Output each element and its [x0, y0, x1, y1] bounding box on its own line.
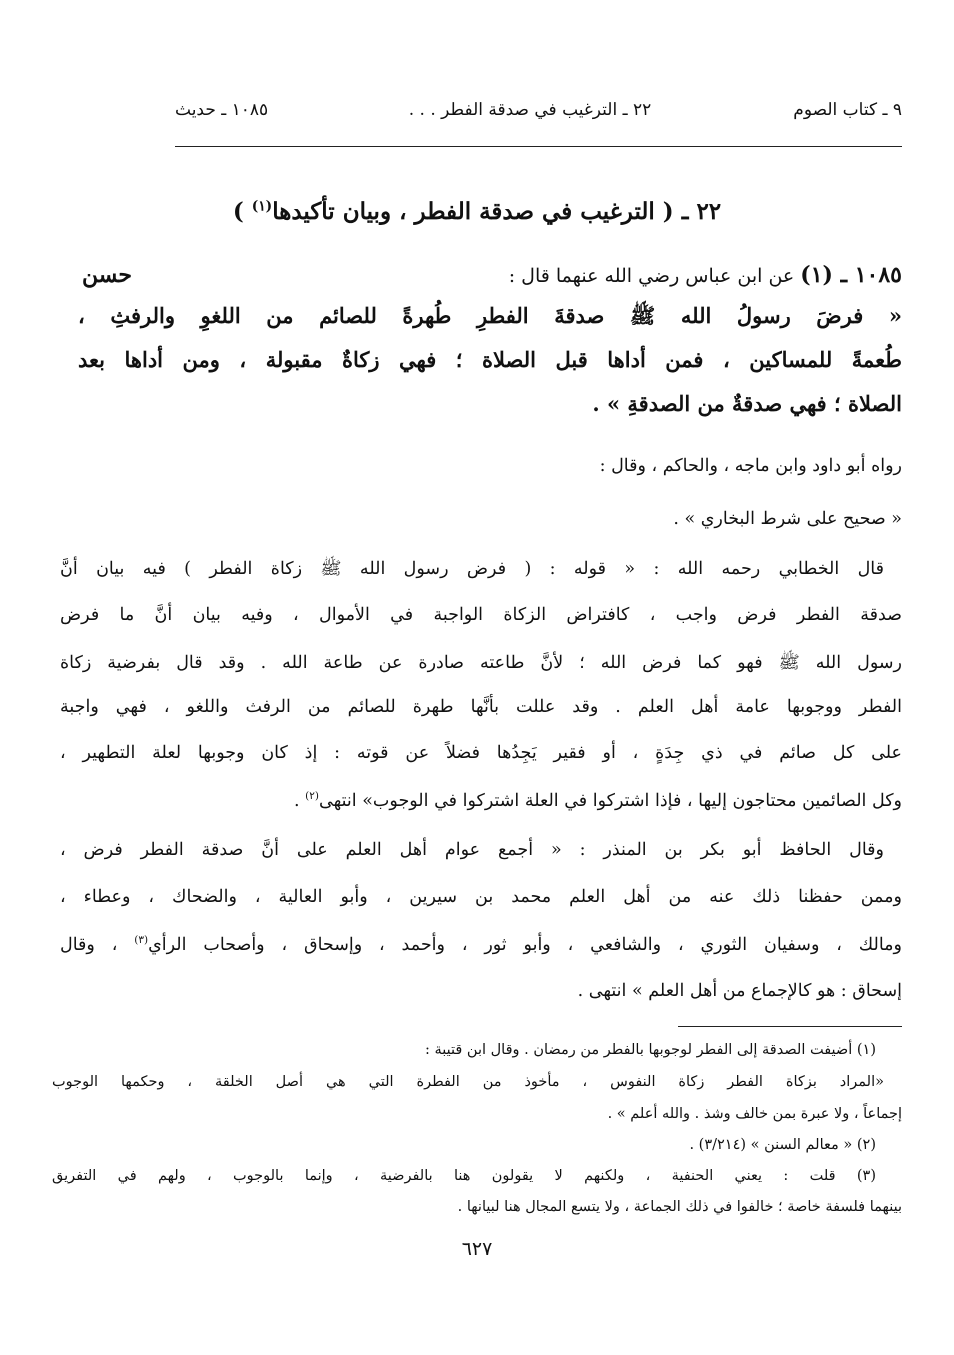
khattabi-last-text: وكل الصائمين محتاجون إليها ، فإذا اشتركوا في العلة اشتركوا في الوجوب» انتهى [319, 790, 902, 811]
footnote-ref-3: (٣) [134, 934, 149, 946]
hadith-grade: حسن [82, 262, 132, 288]
khattabi-line [60, 790, 902, 811]
ibn-mundhir-line: وممن حفظنا ذلك عنه من أهل العلم محمد بن سيرين ، وأبو العالية ، والضحاك ، وعطاء ، [60, 887, 902, 907]
hakim-quote: « صحيح على شرط البخاري » . [673, 509, 902, 529]
ibn-mundhir-line: إسحاق : هو كالإجماع من أهل العلم » انتهى . [577, 981, 902, 1001]
header-book-section: ٩ ـ كتاب الصوم [793, 100, 902, 120]
footnote-3: (٣) قلت : يعني الحنفية ، ولكنهم لا يقولون هنا بالفرضية ، وإنما بالوجوب ، ولهم في التفريق [52, 1168, 876, 1184]
hadith-narrator: عن ابن عباس رضي الله عنهما قال : [508, 265, 795, 287]
footnote-3-end: بينهما فلسفة خاصة ؛ خالفوا في ذلك الجماعة ، ولا يتسع المجال هنا لبيانها . [457, 1199, 902, 1215]
ibn-mundhir-tail: ، وقال [60, 934, 135, 955]
khattabi-end: . [294, 790, 306, 811]
footnote-1-end: إجماعاً ، ولا عبرة بمن خالف وشذ . والله أعلم » . [607, 1106, 902, 1122]
khattabi-line: قال الخطابي رحمه الله : « قوله : ( فرض رسول الله ﷺ زكاة الفطر ) فيه بيان أنَّ [60, 559, 884, 579]
khattabi-line: الفطر ووجوبها عامة أهل العلم . وقد عللت بأنَّها طهرة للصائم من الرفث واللغو ، فهي واجبة [60, 697, 902, 717]
ibn-mundhir-line: وقال الحافظ أبو بكر بن المنذر : « أجمع عوام أهل العلم على أنَّ صدقة الفطر فرض ، [60, 840, 884, 860]
chapter-title-footnote-ref: (١) [251, 198, 273, 215]
hadith-matn [78, 303, 902, 435]
ibn-mundhir-line-3: ومالك ، وسفيان الثوري ، والشافعي ، وأبو ثور ، وأحمد ، وإسحاق ، وأصحاب الرأي [148, 934, 902, 955]
chapter-title [0, 198, 954, 225]
header-chapter: ٢٢ ـ الترغيب في صدقة الفطر . . . [408, 100, 652, 120]
hadith-number: ١٠٨٥ ـ (١) [800, 262, 902, 288]
chapter-title-text: ٢٢ ـ ( الترغيب في صدقة الفطر ، وبيان تأكيدها [272, 198, 722, 225]
header-divider [175, 146, 902, 147]
page-number: ٦٢٧ [461, 1238, 493, 1260]
matn-line: الصلاة ؛ فهي صدقةٌ من الصدقةِ » . [592, 391, 902, 416]
chapter-title-close: ) [232, 198, 252, 225]
footnote-2: (٢) « معالم السنن » (٣/٢١٤) . [689, 1137, 876, 1153]
footnote-1-quote: «المراد بزكاة الفطر زكاة النفوس ، مأخوذ من الفطرة التي هي أصل الخلقة ، وحكمها الوجوب [52, 1074, 884, 1090]
khattabi-line: صدقة الفطر فرض واجب ، كافتراض الزكاة الواجبة في الأموال ، وفيه بيان أنَّ ما فرض [60, 605, 902, 625]
matn-line: طُعمةً للمساكين ، فمن أداها قبل الصلاة ؛ فهي زكاةٌ مقبولة ، ومن أداها بعد [78, 347, 902, 372]
hadith-intro [509, 262, 902, 288]
hadith-takhrij: رواه أبو داود وابن ماجه ، والحاكم ، وقال : [599, 456, 902, 476]
ibn-mundhir-line [60, 934, 902, 955]
matn-line: « فرضَ رسولُ الله ﷺ صدقةَ الفطرِ طُهرةً للصائم من اللغوِ والرفثِ ، [78, 303, 902, 328]
footnote-ref-2: (٢) [305, 790, 319, 802]
footnote-1: (١) أضيفت الصدقة إلى الفطر لوجوبها بالفطر من رمضان . وقال ابن قتيبة : [424, 1042, 876, 1058]
khattabi-line: على كل صائم في ذي جِدَةٍ ، أو فقير يَجِدُها فضلاً عن قوته : إذ كان وجوبها لعلة التطهير ، [60, 743, 902, 763]
header-hadith-ref: ١٠٨٥ ـ حديث [175, 100, 269, 120]
footnote-divider [678, 1026, 902, 1027]
khattabi-line: رسول الله ﷺ فهو كما فرض الله ؛ لأنَّ طاعته صادرة عن طاعة الله . وقد قال بفرضية زكاة [60, 653, 902, 673]
